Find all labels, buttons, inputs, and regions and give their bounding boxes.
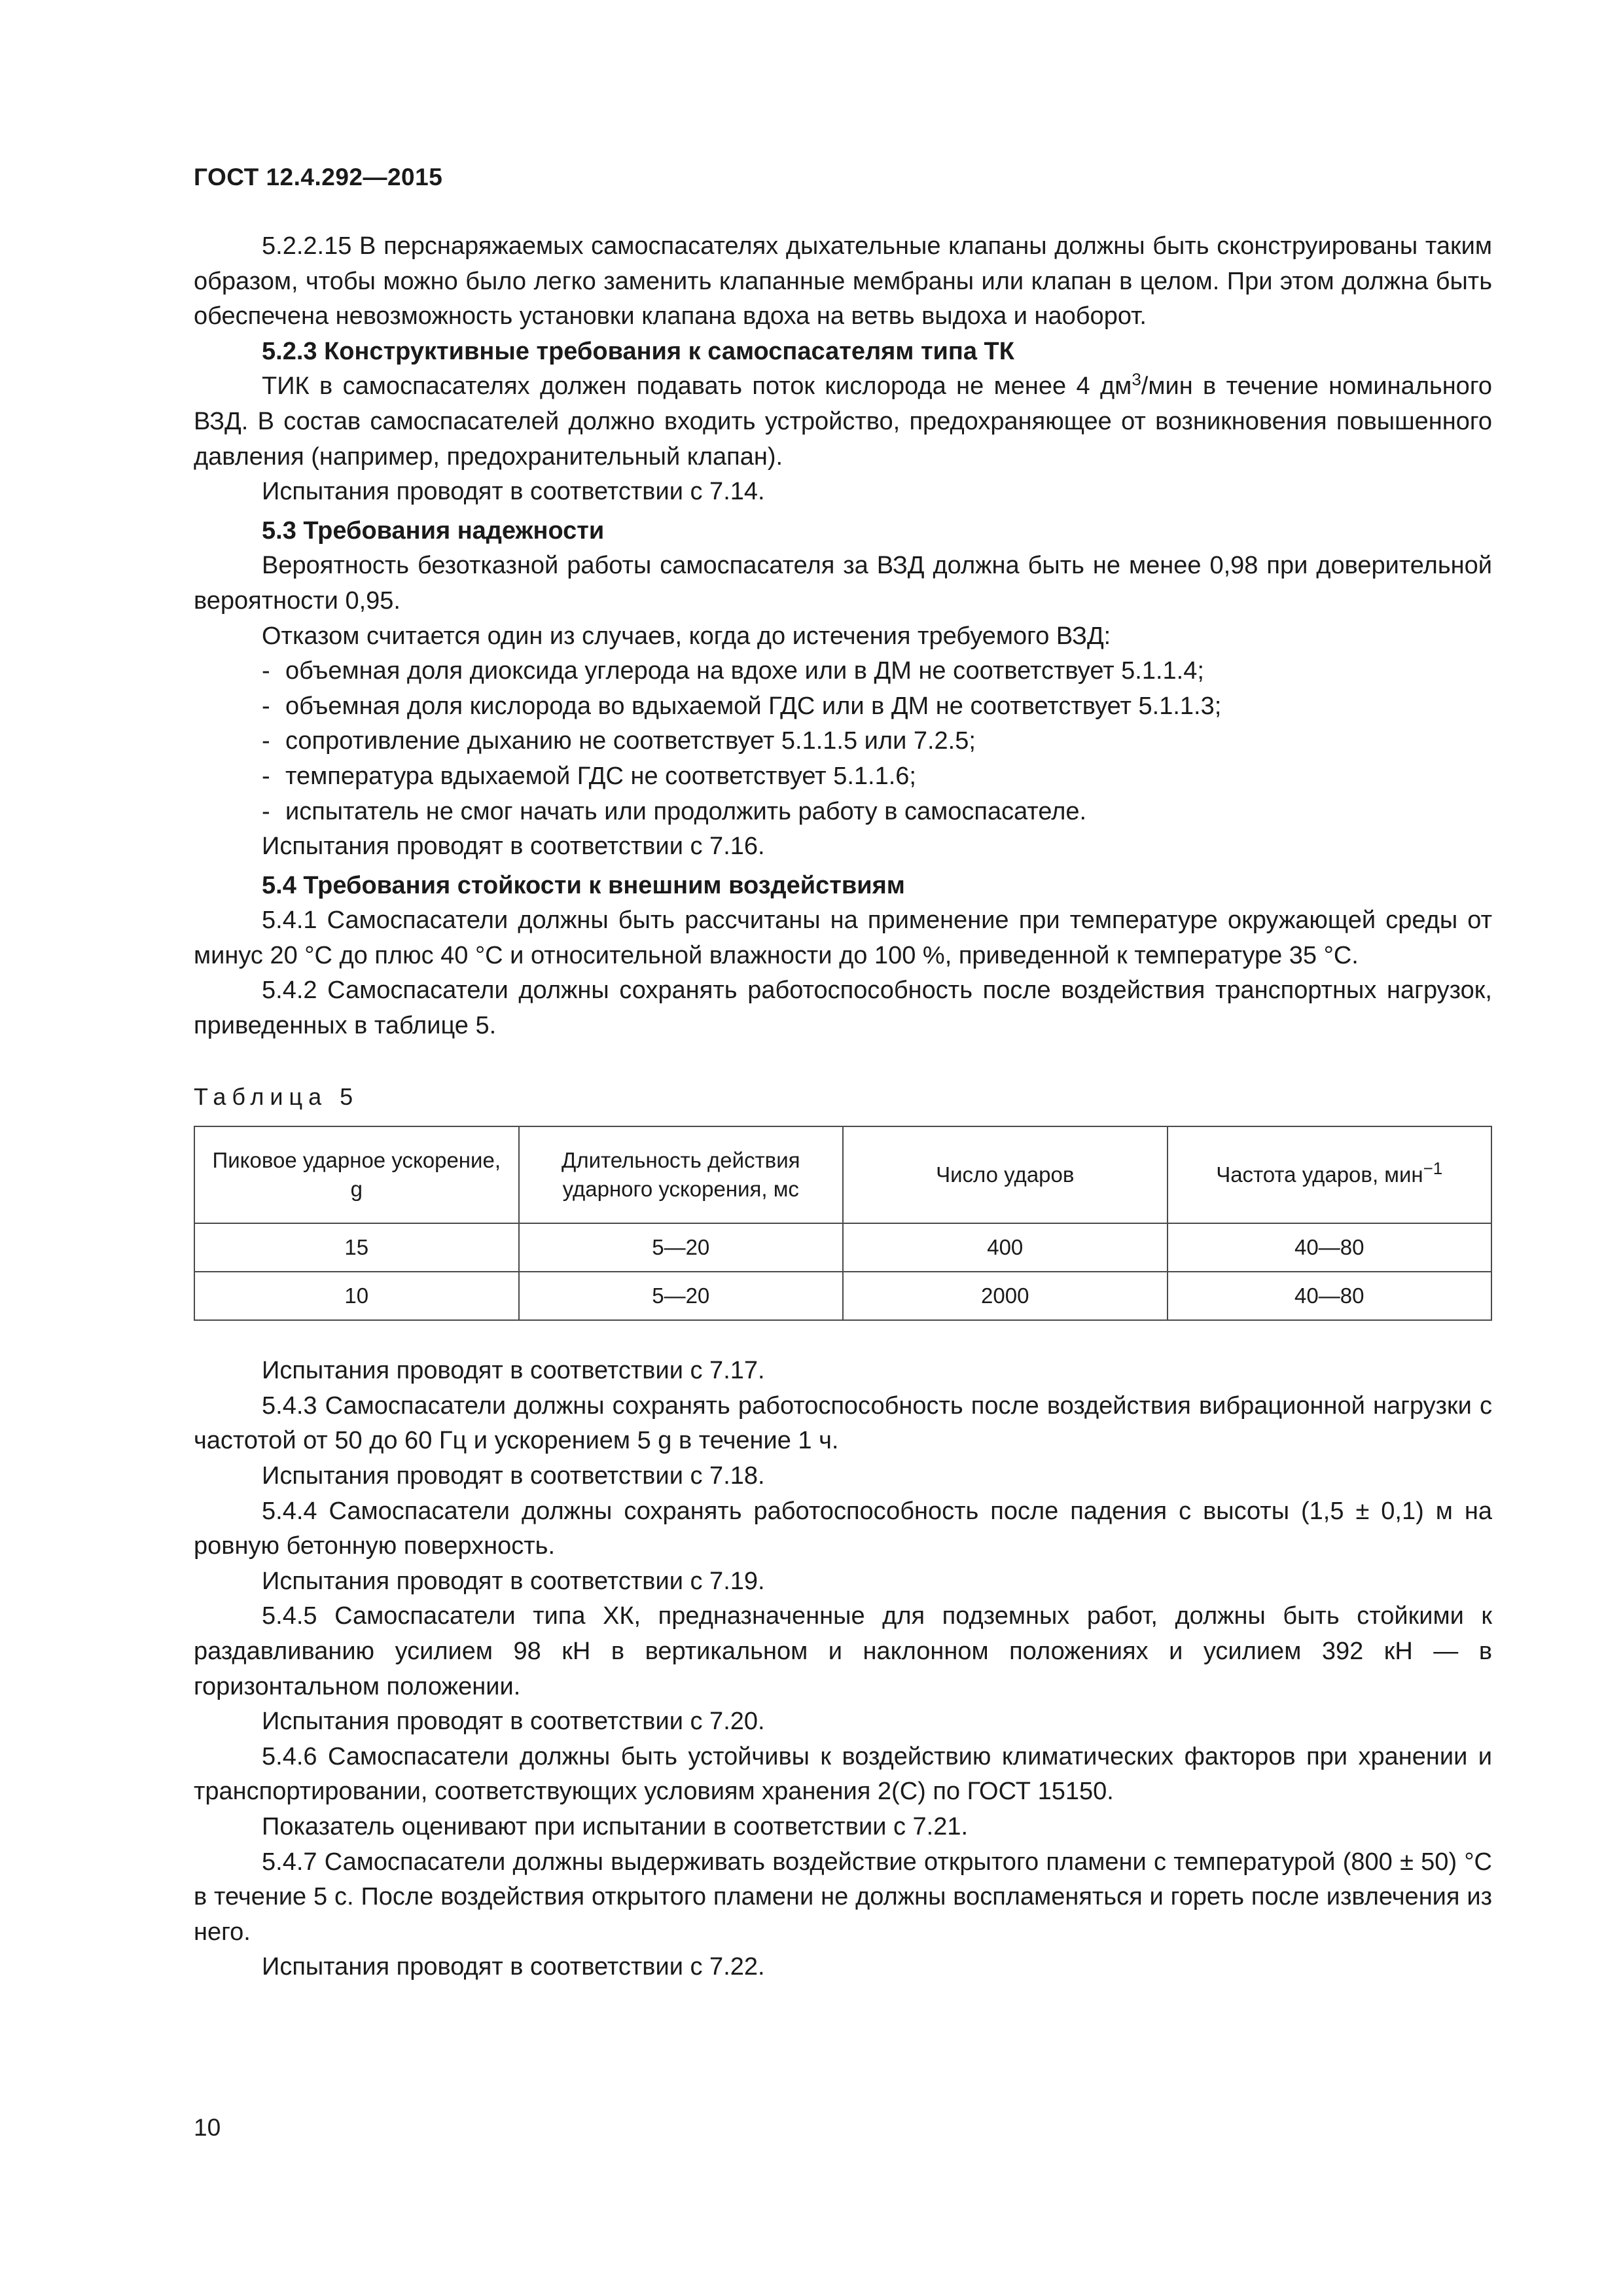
- paragraph-5-4-2: 5.4.2 Самоспасатели должны сохранять работоспособность после воздействия транспортных нагрузок, приведенных в таблице 5.: [194, 977, 1492, 1040]
- paragraph-tik-part2: /мин в течение номинального ВЗД. В состав самоспасателей должно входить устройство, предохраняющее от возникновения повышенного давления (например, предохранительный клапан).: [194, 372, 1492, 471]
- list-dash: -: [262, 727, 270, 755]
- test-reference-7-21: Показатель оценивают при испытании в соответствии с 7.21.: [262, 1812, 969, 1840]
- list-dash: -: [262, 692, 270, 720]
- paragraph-tik-part1: ТИК в самоспасателях должен подавать поток кислорода не менее 4 дм: [262, 372, 1132, 401]
- test-reference-7-14: Испытания проводят в соответствии с 7.14.: [262, 478, 765, 506]
- heading-5-4: 5.4 Требования стойкости к внешним воздействиям: [262, 871, 905, 899]
- table-cell: 5—20: [519, 1272, 844, 1320]
- table-cell: 15: [194, 1223, 519, 1272]
- table-cell: 40—80: [1168, 1272, 1492, 1320]
- list-dash: -: [262, 797, 270, 825]
- column-header: Число ударов: [843, 1126, 1168, 1223]
- paragraph-5-4-7: 5.4.7 Самоспасатели должны выдерживать воздействие открытого пламени с температурой (800 ± 50) °С в течение 5 с. После воздействия открытого пламени не должны воспламеняться и гореть после извлечения из него.: [194, 1848, 1492, 1946]
- page-content: [194, 229, 1492, 1985]
- document-code-header: ГОСТ 12.4.292—2015: [194, 164, 443, 190]
- heading-5-3: 5.3 Требования надежности: [262, 516, 605, 545]
- paragraph-5-4-4: 5.4.4 Самоспасатели должны сохранять работоспособность после падения с высоты (1,5 ± 0,1) м на ровную бетонную поверхность.: [194, 1497, 1492, 1560]
- table-cell: 10: [194, 1272, 519, 1320]
- list-item: - объемная доля диоксида углерода на вдохе или в ДМ не соответствует 5.1.1.4;: [194, 654, 1492, 689]
- list-dash: -: [262, 762, 270, 790]
- list-item: - сопротивление дыханию не соответствует 5.1.1.5 или 7.2.5;: [194, 724, 1492, 759]
- superscript-cubic: 3: [1132, 369, 1141, 389]
- paragraph-5-2-2-15: 5.2.2.15 В перснаряжаемых самоспасателях дыхательные клапаны должны быть сконструированы таким образом, чтобы можно было легко заменить клапанные мембраны или клапан в целом. При этом должна быть обеспечена невозможность установки клапана вдоха на ветвь выдоха и наоборот.: [194, 232, 1492, 331]
- list-item: - испытатель не смог начать или продолжить работу в самоспасателе.: [194, 795, 1492, 830]
- column-header: Частота ударов, мин$^{-1}$: [1168, 1126, 1492, 1223]
- page-number: 10: [194, 2114, 221, 2141]
- table-cell: 2000: [843, 1272, 1168, 1320]
- paragraph-5-4-5: 5.4.5 Самоспасатели типа ХК, предназначенные для подземных работ, должны быть стойкими к раздавливанию усилием 98 кН в вертикальном и наклонном положениях и усилием 392 кН — в горизонтальном положении.: [194, 1602, 1492, 1700]
- table-row: [194, 1272, 1491, 1320]
- test-reference-7-18: Испытания проводят в соответствии с 7.18.: [262, 1462, 765, 1490]
- paragraph-failure-intro: Отказом считается один из случаев, когда до истечения требуемого ВЗД:: [262, 622, 1111, 650]
- column-header: Длительность действия ударного ускорения, мс: [519, 1126, 844, 1223]
- table-header-row: [194, 1126, 1491, 1223]
- test-reference-7-17: Испытания проводят в соответствии с 7.17.: [262, 1357, 765, 1385]
- table-row: [194, 1223, 1491, 1272]
- table-cell: 400: [843, 1223, 1168, 1272]
- heading-5-2-3: 5.2.3 Конструктивные требования к самоспасателям типа ТК: [262, 337, 1014, 365]
- test-reference-7-19: Испытания проводят в соответствии с 7.19.: [262, 1567, 765, 1595]
- test-reference-7-20: Испытания проводят в соответствии с 7.20.: [262, 1708, 765, 1736]
- table-cell: 5—20: [519, 1223, 844, 1272]
- test-reference-7-22: Испытания проводят в соответствии с 7.22.: [262, 1953, 765, 1981]
- table-5: [194, 1126, 1492, 1321]
- column-header: Пиковое ударное ускорение, g: [194, 1126, 519, 1223]
- table-cell: 40—80: [1168, 1223, 1492, 1272]
- paragraph-5-4-1: 5.4.1 Самоспасатели должны быть рассчитаны на применение при температуре окружающей среды от минус 20 °С до плюс 40 °С и относительной влажности до 100 %, приведенной к температуре 35 °С.: [194, 906, 1492, 969]
- table-caption: Таблица 5: [194, 1083, 359, 1110]
- list-item: - объемная доля кислорода во вдыхаемой ГДС или в ДМ не соответствует 5.1.1.3;: [194, 689, 1492, 725]
- paragraph-reliability: Вероятность безотказной работы самоспасателя за ВЗД должна быть не менее 0,98 при доверительной вероятности 0,95.: [194, 552, 1492, 615]
- paragraph-tik: [194, 369, 1492, 475]
- superscript-minus-one: −1: [1423, 1158, 1443, 1179]
- paragraph-5-4-3: 5.4.3 Самоспасатели должны сохранять работоспособность после воздействия вибрационной нагрузки с частотой от 50 до 60 Гц и ускорением 5 g в течение 1 ч.: [194, 1391, 1492, 1455]
- test-reference-7-16: Испытания проводят в соответствии с 7.16.: [262, 833, 765, 861]
- paragraph-5-4-6: 5.4.6 Самоспасатели должны быть устойчивы к воздействию климатических факторов при хранении и транспортировании, соответствующих условиям хранения 2(С) по ГОСТ 15150.: [194, 1742, 1492, 1806]
- list-dash: -: [262, 657, 270, 685]
- list-item: - температура вдыхаемой ГДС не соответствует 5.1.1.6;: [194, 759, 1492, 795]
